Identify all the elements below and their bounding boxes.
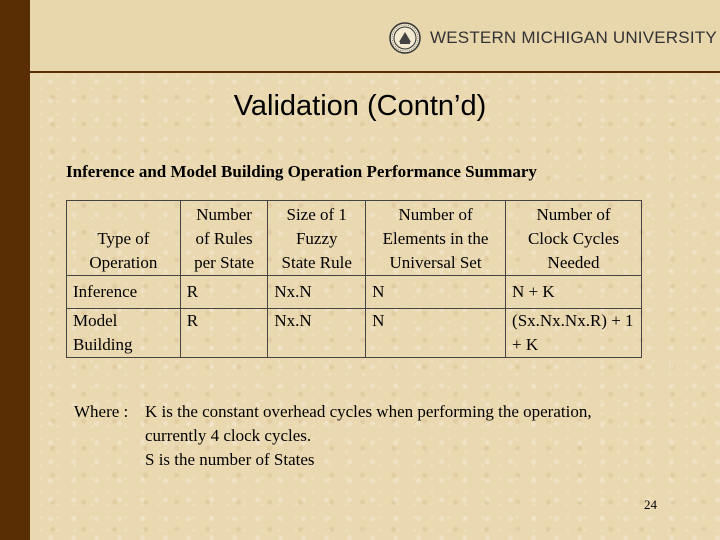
cell-elements: N [366, 309, 506, 358]
notes-lead: Where : [74, 402, 129, 421]
university-name: WESTERN MICHIGAN UNIVERSITY [430, 28, 717, 47]
header-rules: Number of Rules per State [180, 201, 268, 276]
cell-cycles: N + K [506, 276, 642, 309]
note-line: K is the constant overhead cycles when performing the operation, [145, 402, 592, 421]
left-frame-bar [0, 0, 30, 540]
cell-rules: R [180, 276, 268, 309]
cell-size: Nx.N [268, 276, 366, 309]
header-size: Size of 1 Fuzzy State Rule [268, 201, 366, 276]
cell-cycles: (Sx.Nx.Nx.R) + 1 + K [506, 309, 642, 358]
note-line: S is the number of States [145, 450, 315, 469]
cell-elements: N [366, 276, 506, 309]
university-logo [389, 22, 717, 54]
notes-lines [145, 400, 705, 472]
table-subtitle: Inference and Model Building Operation Performance Summary [66, 162, 537, 181]
table-header-row [67, 201, 642, 276]
header-divider [30, 71, 720, 73]
cell-rules: R [180, 309, 268, 358]
cell-operation: Inference [67, 276, 181, 309]
table-row [67, 309, 642, 358]
page-number: 24 [644, 497, 657, 512]
slide-title: Validation (Contn’d) [233, 90, 487, 122]
header-cycles: Number of Clock Cycles Needed [506, 201, 642, 276]
cell-size: Nx.N [268, 309, 366, 358]
note-line: currently 4 clock cycles. [145, 426, 312, 445]
table-row [67, 276, 642, 309]
university-seal-icon [389, 22, 421, 54]
cell-operation: Model Building [67, 309, 181, 358]
header-elements: Number of Elements in the Universal Set [366, 201, 506, 276]
performance-table [66, 200, 642, 358]
header-operation: Type of Operation [67, 201, 181, 276]
